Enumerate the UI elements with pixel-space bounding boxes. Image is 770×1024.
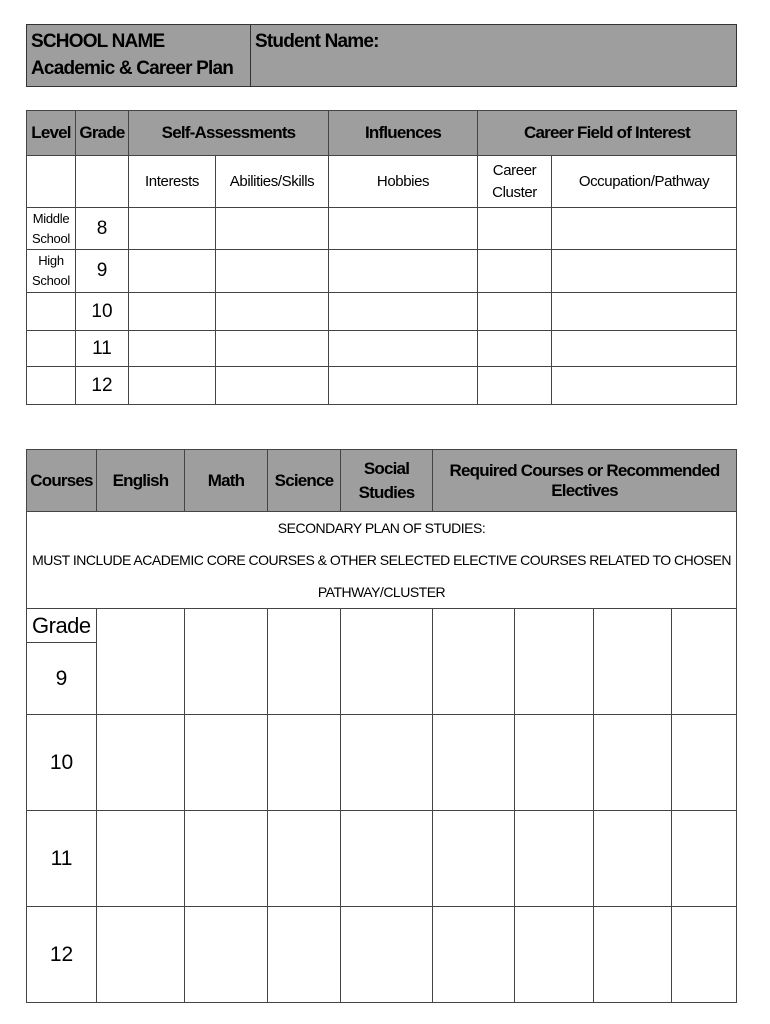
elective-input[interactable] <box>594 907 672 1003</box>
grade-label: Grade <box>27 609 97 643</box>
courses-header: Courses <box>27 450 97 512</box>
interests-input[interactable] <box>129 208 216 250</box>
interests-input[interactable] <box>129 250 216 293</box>
career-cluster-input[interactable] <box>478 250 552 293</box>
science-header: Science <box>268 450 341 512</box>
elective-input[interactable] <box>515 715 594 811</box>
header-table <box>26 24 737 87</box>
table-row <box>27 208 737 250</box>
social-studies-input[interactable] <box>341 715 433 811</box>
career-cluster-input[interactable] <box>478 208 552 250</box>
occupation-input[interactable] <box>552 250 737 293</box>
elective-input[interactable] <box>672 907 737 1003</box>
grade-cell: 11 <box>27 811 97 907</box>
courses-table <box>26 449 737 1003</box>
science-input[interactable] <box>268 811 341 907</box>
math-input[interactable] <box>185 609 268 715</box>
math-input[interactable] <box>185 715 268 811</box>
grade-cell: 10 <box>27 715 97 811</box>
career-field-header: Career Field of Interest <box>478 111 737 156</box>
english-input[interactable] <box>97 811 185 907</box>
plan-note-cell <box>27 512 737 609</box>
table-row <box>27 811 737 907</box>
elective-input[interactable] <box>433 811 515 907</box>
elective-input[interactable] <box>515 811 594 907</box>
table-row <box>27 250 737 293</box>
science-input[interactable] <box>268 907 341 1003</box>
occupation-input[interactable] <box>552 367 737 405</box>
elective-input[interactable] <box>594 609 672 715</box>
science-input[interactable] <box>268 609 341 715</box>
elective-input[interactable] <box>672 715 737 811</box>
career-cluster-input[interactable] <box>478 293 552 331</box>
level-header: Level <box>27 111 76 156</box>
empty-subheader-cell <box>76 156 129 208</box>
level-cell: High School <box>27 250 76 293</box>
influences-header: Influences <box>329 111 478 156</box>
elective-input[interactable] <box>515 907 594 1003</box>
abilities-input[interactable] <box>216 367 329 405</box>
elective-input[interactable] <box>433 609 515 715</box>
english-input[interactable] <box>97 907 185 1003</box>
table-row <box>27 293 737 331</box>
abilities-input[interactable] <box>216 293 329 331</box>
occupation-input[interactable] <box>552 293 737 331</box>
occupation-input[interactable] <box>552 208 737 250</box>
interests-input[interactable] <box>129 293 216 331</box>
elective-input[interactable] <box>515 609 594 715</box>
grade-cell: 8 <box>76 208 129 250</box>
grade-cell: 9 <box>27 643 97 715</box>
hobbies-input[interactable] <box>329 293 478 331</box>
grade-cell: 12 <box>27 907 97 1003</box>
grade-cell: 10 <box>76 293 129 331</box>
occupation-subheader: Occupation/Pathway <box>552 156 737 208</box>
table-row <box>27 331 737 367</box>
grade-header: Grade <box>76 111 129 156</box>
student-name-label: Student Name: <box>255 31 379 52</box>
elective-input[interactable] <box>672 811 737 907</box>
interests-input[interactable] <box>129 367 216 405</box>
social-studies-input[interactable] <box>341 609 433 715</box>
assessment-table <box>26 110 737 405</box>
math-header: Math <box>185 450 268 512</box>
abilities-input[interactable] <box>216 331 329 367</box>
interests-input[interactable] <box>129 331 216 367</box>
plan-title: Academic & Career Plan <box>31 58 234 79</box>
empty-subheader-cell <box>27 156 76 208</box>
level-cell: Middle School <box>27 208 76 250</box>
occupation-input[interactable] <box>552 331 737 367</box>
english-input[interactable] <box>97 715 185 811</box>
hobbies-input[interactable] <box>329 331 478 367</box>
hobbies-subheader: Hobbies <box>329 156 478 208</box>
hobbies-input[interactable] <box>329 208 478 250</box>
abilities-input[interactable] <box>216 208 329 250</box>
table-row <box>27 367 737 405</box>
science-input[interactable] <box>268 715 341 811</box>
level-cell <box>27 331 76 367</box>
english-input[interactable] <box>97 609 185 715</box>
level-cell <box>27 367 76 405</box>
elective-input[interactable] <box>594 715 672 811</box>
elective-input[interactable] <box>433 715 515 811</box>
table-row <box>27 907 737 1003</box>
elective-input[interactable] <box>594 811 672 907</box>
plan-note: MUST INCLUDE ACADEMIC CORE COURSES & OTHER SELECTED ELECTIVE COURSES RELATED TO CHOSEN PATHWAY/CLUSTER <box>32 552 731 600</box>
math-input[interactable] <box>185 811 268 907</box>
school-name: SCHOOL NAME <box>31 31 165 52</box>
grade-cell: 12 <box>76 367 129 405</box>
career-cluster-input[interactable] <box>478 367 552 405</box>
social-studies-input[interactable] <box>341 907 433 1003</box>
social-studies-input[interactable] <box>341 811 433 907</box>
plan-title: SECONDARY PLAN OF STUDIES: <box>277 520 486 536</box>
career-cluster-subheader: Career Cluster <box>478 156 552 208</box>
student-name-field[interactable] <box>251 25 737 87</box>
math-input[interactable] <box>185 907 268 1003</box>
school-title-cell <box>27 25 251 87</box>
elective-input[interactable] <box>672 609 737 715</box>
hobbies-input[interactable] <box>329 367 478 405</box>
self-assessments-header: Self-Assessments <box>129 111 329 156</box>
grade-cell: 11 <box>76 331 129 367</box>
table-row <box>27 715 737 811</box>
career-cluster-input[interactable] <box>478 331 552 367</box>
abilities-subheader: Abilities/Skills <box>216 156 329 208</box>
level-cell <box>27 293 76 331</box>
abilities-input[interactable] <box>216 250 329 293</box>
elective-input[interactable] <box>433 907 515 1003</box>
english-header: English <box>97 450 185 512</box>
social-studies-header: Social Studies <box>341 450 433 512</box>
hobbies-input[interactable] <box>329 250 478 293</box>
grade-cell: 9 <box>76 250 129 293</box>
required-courses-header: Required Courses or Recommended Electives <box>433 450 737 512</box>
interests-subheader: Interests <box>129 156 216 208</box>
